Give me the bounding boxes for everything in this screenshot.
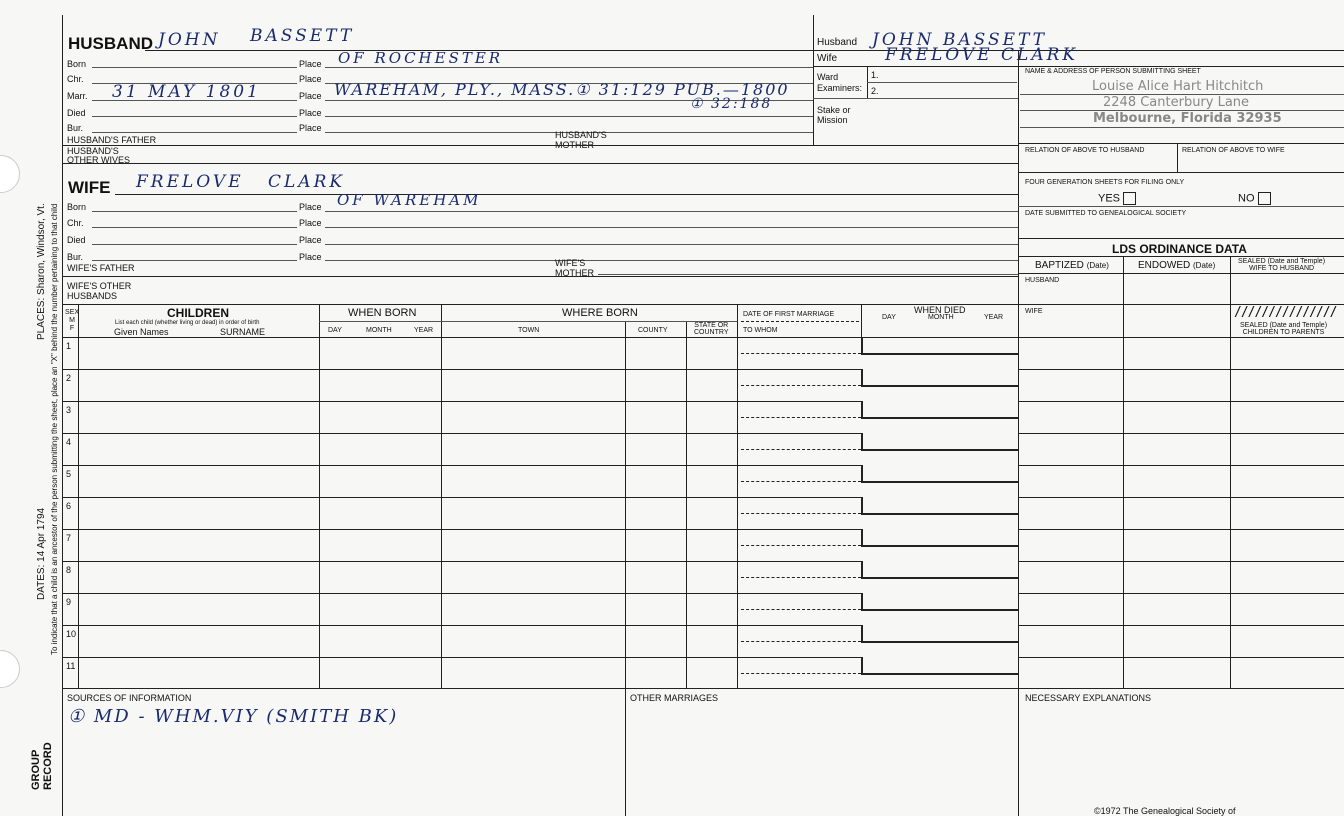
husband-died-place-label: Place xyxy=(299,108,322,118)
husband-bur-place-label: Place xyxy=(299,123,322,133)
no-checkbox[interactable]: NO xyxy=(1238,192,1271,205)
four-gen-label: FOUR GENERATION SHEETS FOR FILING ONLY xyxy=(1025,179,1185,186)
row-divider xyxy=(62,529,861,530)
born-day-header: DAY xyxy=(328,327,342,334)
wife-born-label: Born xyxy=(67,202,87,212)
lds-row-divider xyxy=(1018,433,1344,434)
submitter-line-2: 2248 Canterbury Lane xyxy=(1103,95,1250,110)
marriage-divider xyxy=(741,513,861,514)
wife-bur-label: Bur. xyxy=(67,252,84,262)
born-month-header: MONTH xyxy=(366,327,392,334)
marriage-divider xyxy=(741,417,861,418)
lds-row-divider xyxy=(1018,593,1344,594)
child-row-number: 5 xyxy=(66,469,72,479)
places-note: PLACES: Sharon, Windsor, Vt. xyxy=(36,203,47,340)
when-born-header: WHEN BORN xyxy=(348,307,417,319)
marriage-divider xyxy=(741,545,861,546)
child-row-number: 7 xyxy=(66,533,72,543)
ward-label: Ward xyxy=(817,72,839,82)
first-marriage-header: DATE OF FIRST MARRIAGE xyxy=(743,311,835,318)
baptized-label: BAPTIZED (Date) xyxy=(1035,260,1109,271)
lds-wife-row: WIFE xyxy=(1025,308,1043,315)
wife-born-place-label: Place xyxy=(299,202,322,212)
child-row-number: 11 xyxy=(66,661,76,671)
died-year-header: YEAR xyxy=(984,314,1004,321)
husband-chr-place-label: Place xyxy=(299,74,322,84)
dates-note: DATES: 14 Apr 1794 xyxy=(36,507,47,600)
lds-row-divider xyxy=(1018,497,1344,498)
marriage-divider xyxy=(741,385,861,386)
lds-row-divider xyxy=(1018,529,1344,530)
necessary-explanations-label: NECESSARY EXPLANATIONS xyxy=(1025,693,1152,703)
lds-row-divider xyxy=(1018,401,1344,402)
wife-born-place: OF WAREHAM xyxy=(337,191,482,209)
marriage-divider xyxy=(741,609,861,610)
examiner-2: 2. xyxy=(871,86,879,96)
lds-row-divider xyxy=(1018,561,1344,562)
child-row-number: 1 xyxy=(66,341,72,351)
died-month-header: MONTH xyxy=(928,314,954,321)
husband-marr-date: 31 MAY 1801 xyxy=(112,82,261,102)
surname-header: SURNAME xyxy=(220,327,266,337)
death-date-box xyxy=(861,337,1019,355)
wife-father-label: WIFE'S FATHER xyxy=(67,263,135,273)
husband-heading: HUSBAND xyxy=(68,34,153,53)
death-date-box xyxy=(861,465,1019,483)
sealed-wife-label: SEALED (Date and Temple) WIFE TO HUSBAND xyxy=(1238,258,1326,272)
lds-row-divider xyxy=(1018,465,1344,466)
date-submitted-label: DATE SUBMITTED TO GENEALOGICAL SOCIETY xyxy=(1025,210,1187,217)
header-husband-label: Husband xyxy=(817,37,858,48)
death-date-box xyxy=(861,433,1019,451)
state-header: STATE OR COUNTRY xyxy=(694,322,729,336)
death-date-box xyxy=(861,529,1019,547)
county-header: COUNTY xyxy=(638,327,668,334)
wife-died-place-label: Place xyxy=(299,235,322,245)
wife-mother-label: WIFE'S MOTHER xyxy=(555,258,594,278)
child-row-number: 3 xyxy=(66,405,72,415)
husband-mother-label: HUSBAND'S MOTHER xyxy=(555,130,607,150)
children-header: CHILDREN xyxy=(167,306,229,320)
child-row-number: 2 xyxy=(66,373,72,383)
submitter-label: NAME & ADDRESS OF PERSON SUBMITTING SHEET xyxy=(1025,68,1201,75)
examiner-1: 1. xyxy=(871,70,879,80)
death-date-box xyxy=(861,561,1019,579)
wife-chr-label: Chr. xyxy=(67,218,84,228)
child-row-number: 8 xyxy=(66,565,72,575)
died-day-header: DAY xyxy=(882,314,896,321)
submitter-line-1: Louise Alice Hart Hitchitch xyxy=(1092,79,1264,94)
death-date-box xyxy=(861,369,1019,387)
hatched-cell: /////////////// xyxy=(1234,306,1337,320)
lds-row-divider xyxy=(1018,625,1344,626)
sealed-children-label: SEALED (Date and Temple) CHILDREN TO PARENTS xyxy=(1240,322,1328,336)
death-date-box xyxy=(861,497,1019,515)
born-year-header: YEAR xyxy=(414,327,434,334)
row-divider xyxy=(62,497,861,498)
death-date-box xyxy=(861,625,1019,643)
husband-marr-label: Marr. xyxy=(67,91,88,101)
sources-label: SOURCES OF INFORMATION xyxy=(67,693,192,703)
copyright: ©1972 The Genealogical Society of xyxy=(1094,806,1236,816)
child-row-number: 9 xyxy=(66,597,72,607)
group-record-label: GROUP RECORD xyxy=(30,742,54,790)
marriage-divider xyxy=(741,641,861,642)
row-divider xyxy=(62,593,861,594)
other-marriages-label: OTHER MARRIAGES xyxy=(630,693,719,703)
row-divider xyxy=(62,657,861,658)
wife-surname: CLARK xyxy=(268,172,346,192)
ancestor-instruction: To indicate that a child is an ancestor of the person submitting the sheet, place an "X" behind the number pertaining to that child xyxy=(50,203,59,655)
child-row-number: 6 xyxy=(66,501,72,511)
marriage-divider xyxy=(741,577,861,578)
wife-died-label: Died xyxy=(67,235,86,245)
husband-given-name: JOHN xyxy=(158,30,221,50)
husband-born-place-label: Place xyxy=(299,59,322,69)
wife-heading: WIFE xyxy=(68,178,111,197)
wife-given-name: FRELOVE xyxy=(136,172,244,192)
marriage-divider xyxy=(741,353,861,354)
given-names-header: Given Names xyxy=(114,327,169,337)
child-row-number: 4 xyxy=(66,437,72,447)
wife-chr-place-label: Place xyxy=(299,218,322,228)
marriage-divider xyxy=(741,481,861,482)
husband-born-label: Born xyxy=(67,59,87,69)
husband-chr-label: Chr. xyxy=(67,74,84,84)
header-wife-label: Wife xyxy=(817,53,837,64)
when-died-header: WHEN DIED xyxy=(914,305,966,315)
wife-other-husbands-label: WIFE'S OTHER HUSBANDS xyxy=(67,281,132,301)
town-header: TOWN xyxy=(518,327,540,334)
to-whom-header: TO WHOM xyxy=(743,327,778,334)
sources-value: ① MD - WHM.VIY (SMITH BK) xyxy=(68,706,399,727)
husband-died-label: Died xyxy=(67,108,86,118)
row-divider xyxy=(62,369,861,370)
relation-wife-label: RELATION OF ABOVE TO WIFE xyxy=(1182,147,1285,154)
row-divider xyxy=(62,465,861,466)
husband-surname: BASSETT xyxy=(250,26,355,46)
husband-bur-label: Bur. xyxy=(67,123,84,133)
examiners-label: Examiners: xyxy=(817,83,863,93)
lds-title: LDS ORDINANCE DATA xyxy=(1112,242,1247,256)
husband-other-wives-label: HUSBAND'S OTHER WIVES xyxy=(67,146,131,165)
death-date-box xyxy=(861,657,1019,675)
husband-marr-place: WAREHAM, PLY., MASS.① 31:129 PUB.—1800 xyxy=(334,80,790,99)
where-born-header: WHERE BORN xyxy=(562,307,638,319)
punch-hole xyxy=(0,650,20,688)
marriage-divider xyxy=(741,449,861,450)
submitter-line-3: Melbourne, Florida 32935 xyxy=(1093,111,1282,126)
row-divider xyxy=(62,625,861,626)
children-instruction: List each child (whether living or dead) in order of birth xyxy=(115,320,260,326)
lds-row-divider xyxy=(1018,657,1344,658)
death-date-box xyxy=(861,593,1019,611)
row-divider xyxy=(62,401,861,402)
lds-row-divider xyxy=(1018,369,1344,370)
husband-marr-place-note: ① 32:188 xyxy=(690,96,773,112)
row-divider xyxy=(62,433,861,434)
header-husband-value: JOHN BASSETT xyxy=(872,30,1048,50)
lds-husband-row: HUSBAND xyxy=(1025,277,1060,284)
husband-marr-place-label: Place xyxy=(299,91,322,101)
yes-checkbox[interactable]: YES xyxy=(1098,192,1136,205)
wife-bur-place-label: Place xyxy=(299,252,322,262)
endowed-label: ENDOWED (Date) xyxy=(1138,260,1216,271)
stake-label: Stake or Mission xyxy=(817,105,851,125)
sex-header: SEX M F xyxy=(65,309,80,332)
punch-hole xyxy=(0,155,20,193)
relation-husband-label: RELATION OF ABOVE TO HUSBAND xyxy=(1025,147,1145,154)
row-divider xyxy=(62,561,861,562)
marriage-divider xyxy=(741,673,861,674)
death-date-box xyxy=(861,401,1019,419)
husband-father-label: HUSBAND'S FATHER xyxy=(67,135,157,145)
husband-born-place: OF ROCHESTER xyxy=(338,49,504,67)
child-row-number: 10 xyxy=(66,629,77,639)
header-wife-value: FRELOVE CLARK xyxy=(885,45,1079,65)
